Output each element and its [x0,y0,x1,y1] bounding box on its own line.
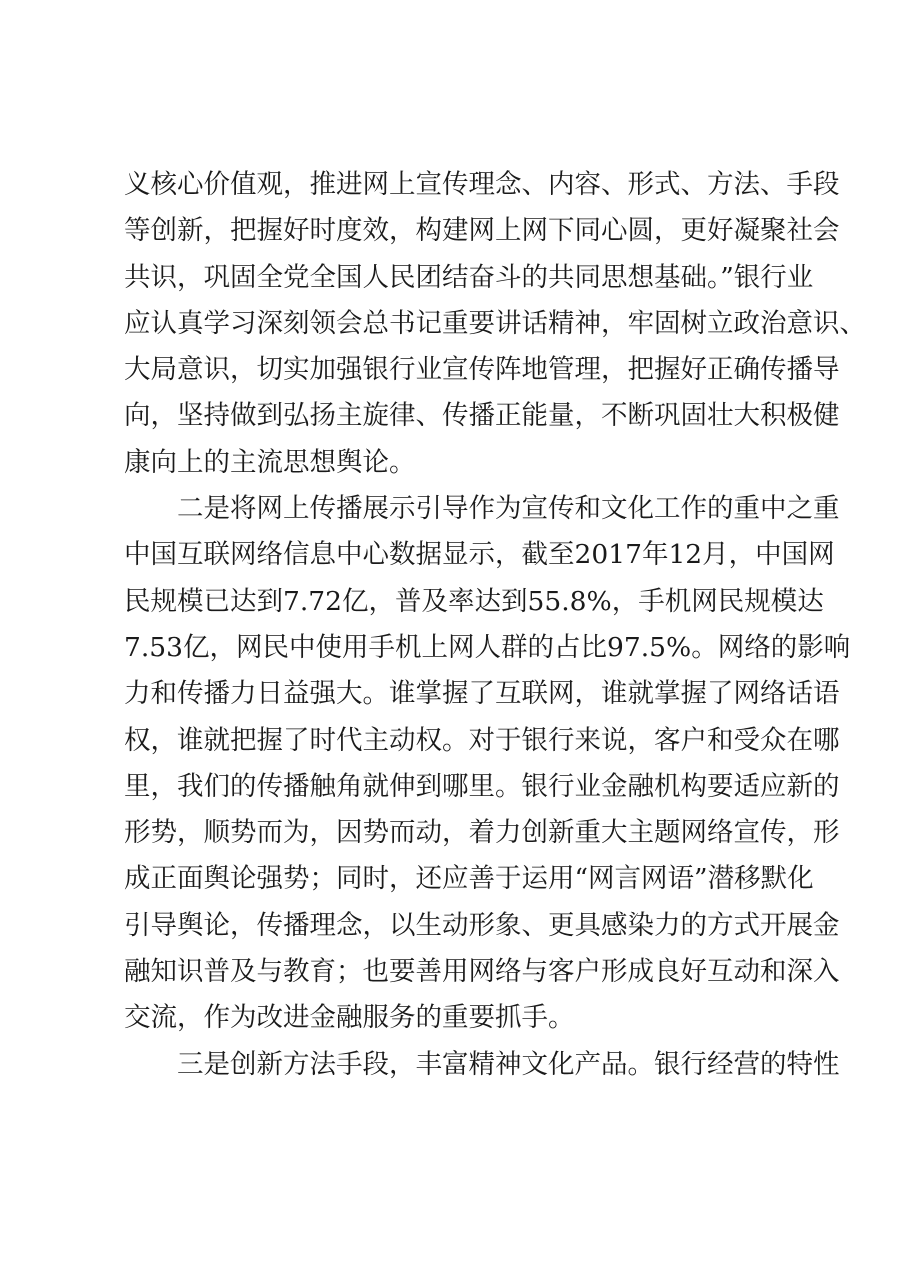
text-line: 交流，作为改进金融服务的重要抓手。 [124,1002,575,1034]
text-line: 三是创新方法手段，丰富精神文化产品。银行经营的特性 [177,1048,840,1080]
text-line: 共识，巩固全党全国人民团结奋斗的共同思想基础。”银行业 [124,261,814,293]
text-line: 中国互联网络信息中心数据显示，截至2017年12月，中国网 [124,539,835,571]
text-line: 引导舆论，传播理念，以生动形象、更具感染力的方式开展金 [124,909,840,941]
text-line: 里，我们的传播触角就伸到哪里。银行业金融机构要适应新的 [124,770,840,802]
text-line: 二是将网上传播展示引导作为宣传和文化工作的重中之重 [177,493,840,525]
text-line: 康向上的主流思想舆论。 [124,446,416,478]
text-line: 等创新，把握好时度效，构建网上网下同心圆，更好凝聚社会 [124,215,840,247]
text-line: 成正面舆论强势；同时，还应善于运用“网言网语”潜移默化 [124,863,814,895]
paragraph-core-values [124,162,866,486]
text-line: 向，坚持做到弘扬主旋律、传播正能量，不断巩固壮大积极健 [124,400,840,432]
text-line: 权，谁就把握了时代主动权。对于银行来说，客户和受众在哪 [124,724,840,756]
text-line: 融知识普及与教育；也要善用网络与客户形成良好互动和深入 [124,956,840,988]
paragraph-online-communication [124,486,851,1042]
text-line: 形势，顺势而为，因势而动，着力创新重大主题网络宣传，形 [124,817,840,849]
text-line: 7.53亿，网民中使用手机上网人群的占比97.5%。网络的影响 [124,631,851,663]
text-line: 民规模已达到7.72亿，普及率达到55.8%，手机网民规模达 [124,585,824,617]
text-line: 应认真学习深刻领会总书记重要讲话精神，牢固树立政治意识、 [124,307,866,339]
text-line: 力和传播力日益强大。谁掌握了互联网，谁就掌握了网络话语 [124,678,840,710]
text-line: 大局意识，切实加强银行业宣传阵地管理，把握好正确传播导 [124,354,840,386]
document-body [124,162,866,1088]
text-line: 义核心价值观，推进网上宣传理念、内容、形式、方法、手段 [124,169,840,200]
paragraph-innovation [124,1042,840,1088]
